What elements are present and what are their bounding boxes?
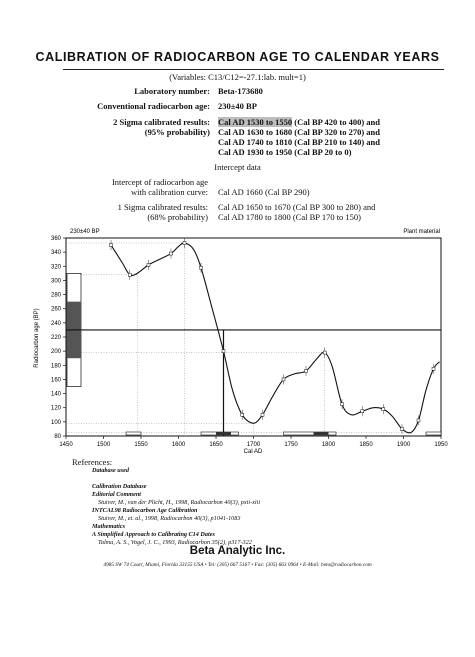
data-point	[432, 367, 435, 370]
company-address: 4985 SW 74 Court, Miami, Florida 33155 USA • Tel: (305) 667 5167 • Fax: (305) 663 0964 • E-Mail: beta@radiocarbon.com	[103, 562, 372, 568]
sigma2-result-2: Cal AD 1630 to 1680 (Cal BP 320 to 270) and	[218, 127, 380, 137]
data-point	[241, 413, 244, 416]
lab-number-label: Laboratory number:	[134, 86, 210, 96]
y-tick-label: 280	[50, 292, 61, 299]
x-tick-label: 1800	[321, 442, 336, 448]
sigma2-result-1-rest: (Cal BP 420 to 400) and	[292, 117, 380, 127]
sigma1-range	[314, 432, 329, 435]
data-point	[170, 252, 173, 255]
x-tick-label: 1650	[209, 442, 223, 448]
page-title: CALIBRATION OF RADIOCARBON AGE TO CALENDAR YEARS	[35, 50, 440, 64]
variables-line: (Variables: C13/C12=-27.1:lab. mult=1)	[169, 72, 306, 82]
company-name: Beta Analytic Inc.	[189, 545, 286, 557]
x-tick-label: 1450	[59, 442, 73, 448]
chart-corner-right: Plant material	[403, 229, 440, 235]
intercept-label-2: with calibration curve:	[131, 187, 208, 197]
conv-age-label: Conventional radiocarbon age:	[97, 101, 210, 111]
data-point	[110, 244, 113, 247]
data-point	[147, 263, 150, 266]
y-tick-label: 180	[50, 363, 61, 370]
y-tick-label: 240	[50, 320, 61, 327]
intercept-value: Cal AD 1660 (Cal BP 290)	[218, 187, 310, 197]
plot-frame	[66, 238, 441, 436]
ref-simplified-citation: Talma, A. S., Vogel, J. C., 1993, Radiocarbon 35(2), p317-322	[98, 539, 252, 546]
intercept-label-1: Intercept of radiocarbon age	[111, 177, 208, 187]
x-tick-label: 1850	[359, 442, 373, 448]
data-point	[305, 369, 308, 372]
ref-ed-citation: Stuiver, M., van der Plicht, H., 1998, Radiocarbon 40(3), pxii-xiii	[98, 499, 261, 506]
y-tick-label: 260	[50, 306, 61, 313]
x-tick-label: 1950	[434, 442, 448, 448]
data-point	[128, 273, 131, 276]
sigma2-result-4: Cal AD 1930 to 1950 (Cal BP 20 to 0)	[218, 147, 352, 157]
data-point	[183, 241, 186, 244]
sigma1-result-1: Cal AD 1650 to 1670 (Cal BP 300 to 280) and	[218, 202, 376, 212]
y-tick-label: 120	[50, 405, 61, 412]
ref-simplified: A Simplified Approach to Calibrating C14 Dates	[92, 531, 215, 538]
y-tick-label: 300	[50, 278, 61, 285]
calibration-curve	[111, 243, 440, 433]
ref-cal-db: Calibration Database	[92, 483, 147, 490]
y-tick-label: 320	[50, 264, 61, 271]
data-point	[382, 408, 385, 411]
sigma1-prob: (68% probability)	[147, 212, 208, 222]
sigma2-result-3: Cal AD 1740 to 1810 (Cal BP 210 to 140) and	[218, 137, 380, 147]
data-point	[401, 427, 404, 430]
sigma1-label: 1 Sigma calibrated results:	[117, 202, 208, 212]
y-tick-label: 360	[50, 236, 61, 242]
lab-number-value: Beta-173680	[218, 86, 263, 96]
x-tick-label: 1750	[284, 442, 298, 448]
data-point	[323, 351, 326, 354]
references-heading: References:	[72, 457, 113, 467]
y-tick-label: 200	[50, 349, 61, 356]
x-tick-label: 1700	[246, 442, 261, 448]
sigma2-range	[426, 432, 441, 435]
sigma2-label: 2 Sigma calibrated results:	[113, 117, 210, 127]
ref-ed-comment: Editorial Comment	[92, 491, 141, 498]
data-point	[341, 403, 344, 406]
x-tick-label: 1550	[134, 442, 148, 448]
y-tick-label: 140	[50, 391, 61, 398]
y-tick-label: 340	[50, 250, 61, 257]
chart-x-label: Cal AD	[243, 449, 263, 455]
x-tick-label: 1900	[396, 442, 411, 448]
data-point	[222, 350, 225, 353]
conv-age-value: 230±40 BP	[218, 101, 257, 111]
data-point	[261, 413, 264, 416]
sigma2-prob: (95% probability)	[144, 127, 210, 137]
data-point	[282, 378, 285, 381]
sigma2-range	[126, 432, 141, 435]
chart-corner-left: 230±40 BP	[70, 229, 100, 235]
y-tick-label: 80	[54, 434, 61, 440]
chart-y-label: Radiocarbon age (BP)	[34, 308, 40, 368]
y-tick-label: 160	[50, 377, 61, 384]
x-tick-label: 1500	[96, 442, 111, 448]
data-point	[361, 410, 364, 413]
ref-db-used: Database used	[92, 467, 129, 474]
data-point	[417, 419, 420, 422]
ref-math: Mathematics	[92, 523, 126, 530]
y-tick-label: 100	[50, 419, 61, 426]
data-point	[200, 266, 203, 269]
intercept-heading: Intercept data	[214, 162, 261, 172]
sigma1-range	[216, 432, 231, 435]
sigma1-result-2: Cal AD 1780 to 1800 (Cal BP 170 to 150)	[218, 212, 362, 222]
ref-intcal: INTCAL98 Radiocarbon Age Calibration	[92, 507, 198, 514]
sigma2-highlight: Cal AD 1530 to 1550	[218, 117, 293, 127]
y-tick-label: 220	[50, 335, 61, 341]
ref-intcal-citation: Stuiver, M., et. al., 1998, Radiocarbon 40(3), p1041-1083	[98, 515, 241, 522]
x-tick-label: 1600	[171, 442, 186, 448]
